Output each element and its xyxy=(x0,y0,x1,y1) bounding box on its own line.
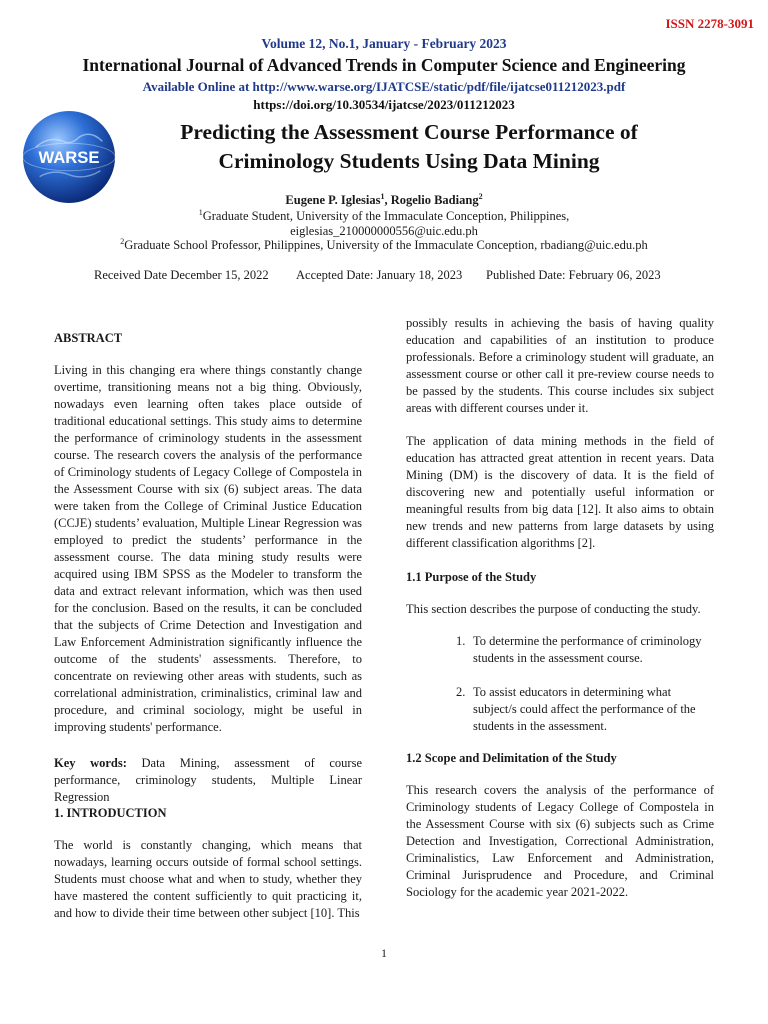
author-line: Eugene P. Iglesias$^1$, Rogelio Badiang$^2$ xyxy=(285,191,483,207)
scope-body: This research covers the analysis of the performance of Criminology students of Legacy College of Compostela in the Assessment Course with six (6) subjects such as Crime Detection and Investigation, Correctional Administration, Criminalistics, Law Enforcement and Administration, Criminal Jurisprudence and Procedure, and Criminal Sociology for the academic year 2021-2022. xyxy=(406,783,714,899)
warse-logo xyxy=(20,108,118,206)
paper-title xyxy=(120,118,698,176)
scope-heading: 1.2 Scope and Delimitation of the Study xyxy=(406,751,617,765)
right-paragraph-1: possibly results in achieving the basis of having quality education and capabilities of an institution to produce professionals. Before a criminology student will graduate, an assessment course or other call it pre-review course needs to be passed by the students. This course includes six subject areas with different courses under it. xyxy=(406,316,714,415)
author-2: Rogelio Badiang xyxy=(390,193,479,207)
author-1: Eugene P. Iglesias xyxy=(285,193,381,207)
journal-title: International Journal of Advanced Trends in Computer Science and Engineering xyxy=(82,55,686,75)
affiliation-1: $^1$Graduate Student, University of the Immaculate Conception, Philippines, xyxy=(198,207,570,223)
keywords: Key words: Data Mining, assessment of course performance, criminology students, Multiple Linear Regression xyxy=(54,756,362,804)
title-line-2: Criminology Students Using Data Mining xyxy=(218,149,600,173)
received-date: Received Date December 15, 2022 xyxy=(94,268,269,282)
volume-line: Volume 12, No.1, January - February 2023 xyxy=(261,36,507,51)
purpose-text: This section describes the purpose of conducting the study. xyxy=(406,602,701,616)
introduction-body: The world is constantly changing, which means that nowadays, learning occurs outside of formal school settings. Students must choose what and when to study, whether they have mastered the content sufficiently to quit practicing it, and how to divide their time between other subject [10]. This xyxy=(54,838,362,920)
abstract-body: Living in this changing era where things constantly change overtime, transitioning means not a big thing. Obviously, nowadays even learning often takes place outside of traditional educational settings. This study aims to determine the performance of criminology students in the assessment course. The research covers the analysis of the performance of Criminology students of Legacy College of Compostela in the Assessment Course with six (6) subject areas. The data were taken from the College of Criminal Justice Education (CCJE) students’ evaluation, Multiple Linear Regression was employed to predict the students’ performance in the assessment course. The data mining study results were acquired using IBM SPSS as the Modeler to transform the data and extract relevant information, which was then used for the conclusion. Based on the results, it can be concluded that the subjects of Crime Detection and Investigation and Law Enforcement Administration significantly influence the outcome of the students' assessments. Therefore, to concentrate on reviewing other areas with students, such as correlational administration, criminalistics, criminal law and procedure, and criminal sociology, might be useful in improving students' performance. xyxy=(54,363,362,734)
availability-link[interactable]: Available Online at http://www.warse.org/IJATCSE/static/pdf/file/ijatcse011212023.pdf xyxy=(142,79,626,94)
issn-label: ISSN 2278-3091 xyxy=(665,16,754,31)
list-item-number: 1. xyxy=(456,634,466,648)
purpose-list xyxy=(0,633,768,743)
doi-link[interactable]: https://doi.org/10.30534/ijatcse/2023/011212023 xyxy=(253,97,515,112)
list-item-number: 2. xyxy=(456,685,466,699)
purpose-heading: 1.1 Purpose of the Study xyxy=(406,570,537,584)
page-number: 1 xyxy=(381,946,387,960)
abstract-heading: ABSTRACT xyxy=(54,331,123,345)
affiliation-1-email: eiglesias_210000000556@uic.edu.ph xyxy=(290,224,478,238)
logo-text: WARSE xyxy=(38,147,100,167)
right-paragraph-2: The application of data mining methods in the field of education has attracted great attention in recent years. Data Mining (DM) is the discovery of data. It is the field of discovering new and potentially useful information or meaningful results from big data [12]. It also aims to obtain new trends and new patterns from large datasets by using different classification algorithms [2]. xyxy=(406,434,714,550)
title-line-1: Predicting the Assessment Course Performance of xyxy=(180,120,638,144)
introduction-heading: 1. INTRODUCTION xyxy=(54,806,167,820)
list-item: To assist educators in determining what subject/s could affect the performance of the students in the assessment. xyxy=(473,685,696,733)
published-date: Published Date: February 06, 2023 xyxy=(486,268,661,282)
affiliation-2: $^2$Graduate School Professor, Philippines, University of the Immaculate Conception, rbadiang@uic.edu.ph xyxy=(120,236,648,252)
list-item: To determine the performance of criminology students in the assessment course. xyxy=(473,634,702,665)
accepted-date: Accepted Date: January 18, 2023 xyxy=(296,268,463,282)
